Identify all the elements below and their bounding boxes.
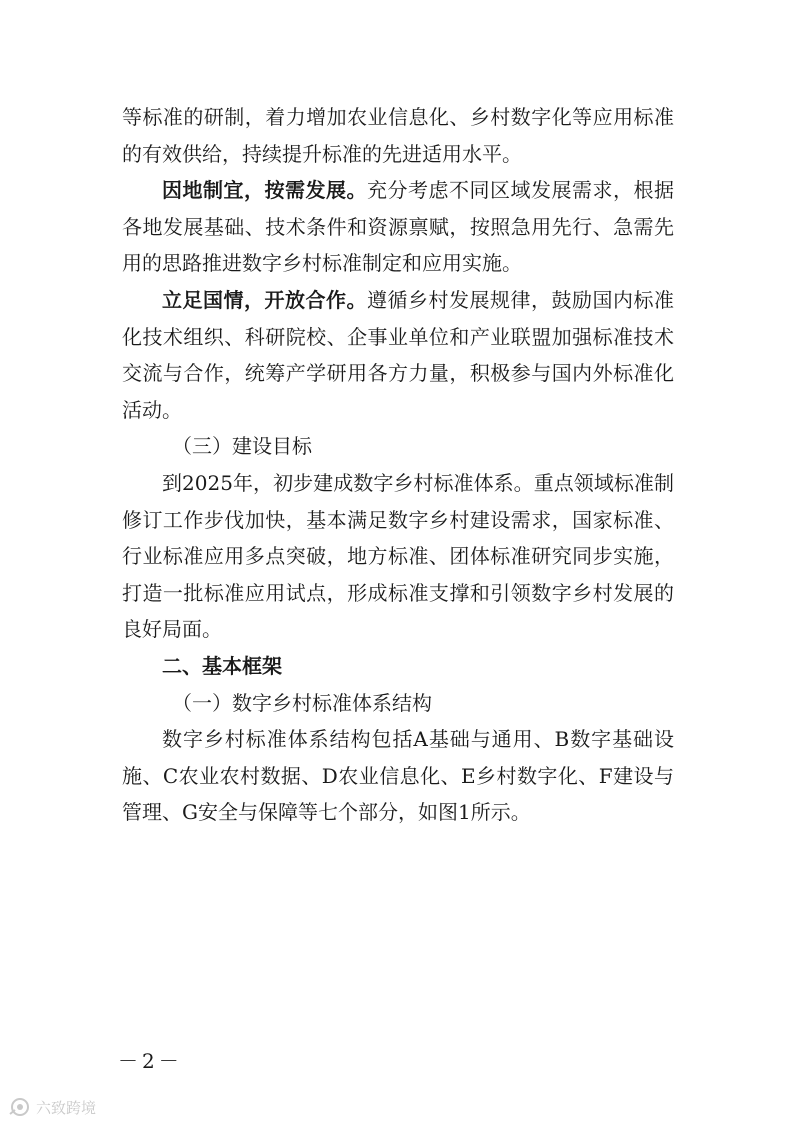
page-number: －2－ [118,1049,183,1073]
paragraph-lead: 因地制宜，按需发展。 [162,178,367,203]
paragraph-text: 等标准的研制，着力增加农业信息化、乡村数字化等应用标准的有效供给，持续提升标准的先进适用水平。 [122,105,674,166]
paragraph-principle-open [122,282,674,428]
paragraph-text: 到2025年，初步建成数字乡村标准体系。重点领域标准制修订工作步伐加快，基本满足数字乡村建设需求，国家标准、行业标准应用多点突破，地方标准、团体标准研究同步实施，打造一批标准应用试点，形成标准支撑和引领数字乡村发展的良好局面。 [122,470,674,642]
subheading-structure: （一）数字乡村标准体系结构 [172,690,432,715]
section-heading-framework: 二、基本框架 [162,653,282,678]
paragraph-continuation [122,99,674,172]
subheading-goals: （三）建设目标 [172,434,312,459]
paragraph-principle-local [122,172,674,282]
paragraph-structure [122,721,674,831]
paragraph-goals [122,465,674,648]
watermark [8,1094,96,1120]
body-text [122,99,674,831]
watermark-text: 六致跨境 [36,1098,97,1117]
paragraph-text: 充分考虑不同区域发展需求，根据各地发展基础、技术条件和资源禀赋，按照急用先行、急需先用的思路推进数字乡村标准制定和应用实施。 [122,178,674,276]
watermark-logo-icon [8,1096,32,1118]
paragraph-lead: 立足国情，开放合作。 [162,287,367,312]
paragraph-text: 遵循乡村发展规律，鼓励国内标准化技术组织、科研院校、企事业单位和产业联盟加强标准技术交流与合作，统筹产学研用各方力量，积极参与国内外标准化活动。 [122,287,674,422]
paragraph-text: 数字乡村标准体系结构包括A基础与通用、B数字基础设施、C农业农村数据、D农业信息化、E乡村数字化、F建设与管理、G安全与保障等七个部分，如图1所示。 [122,727,674,825]
